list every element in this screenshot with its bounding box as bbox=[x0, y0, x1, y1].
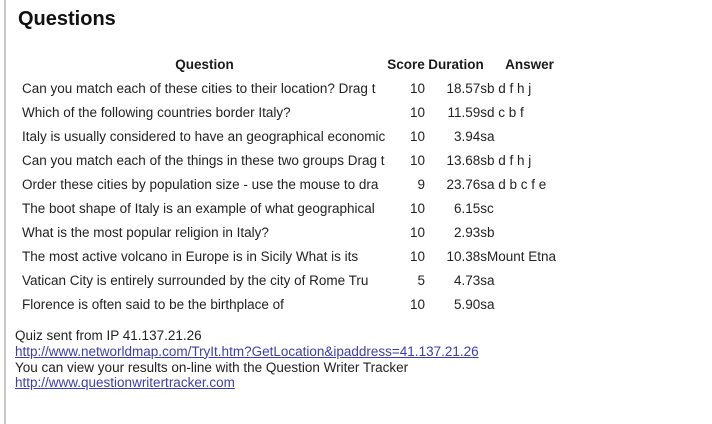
answer-cell: d c b f bbox=[487, 104, 524, 120]
column-header-duration: Duration bbox=[428, 56, 484, 72]
duration-cell: 10.38s bbox=[446, 248, 487, 264]
question-cell: Vatican City is entirely surrounded by the city of Rome Tru bbox=[22, 272, 369, 288]
table-row bbox=[22, 100, 572, 124]
duration-cell: 3.94s bbox=[453, 128, 487, 144]
duration-cell: 13.68s bbox=[446, 152, 487, 168]
score-cell: 10 bbox=[409, 104, 425, 120]
duration-cell: 11.59s bbox=[447, 104, 487, 120]
score-cell: 10 bbox=[409, 224, 425, 240]
table-row bbox=[22, 76, 572, 100]
score-cell: 10 bbox=[409, 128, 425, 144]
duration-cell: 18.57s bbox=[446, 80, 487, 96]
table-row bbox=[22, 172, 572, 196]
score-cell: 5 bbox=[417, 272, 425, 288]
tracker-info-text: You can view your results on-line with the Question Writer Tracker bbox=[15, 359, 409, 375]
table-body bbox=[22, 76, 572, 316]
table-row bbox=[22, 220, 572, 244]
answer-cell: b d f h j bbox=[487, 152, 532, 168]
question-cell: Florence is often said to be the birthplace of bbox=[22, 296, 284, 312]
quiz-results-page bbox=[4, 0, 712, 424]
answer-cell: b d f h j bbox=[487, 80, 532, 96]
answer-cell: a d b c f e bbox=[487, 176, 547, 192]
question-cell: Order these cities by population size - use the mouse to dra bbox=[22, 176, 379, 192]
duration-cell: 2.93s bbox=[453, 224, 487, 240]
answer-cell: b bbox=[487, 224, 495, 240]
column-header-answer: Answer bbox=[505, 56, 554, 72]
table-row bbox=[22, 244, 572, 268]
answer-cell: Mount Etna bbox=[487, 248, 557, 264]
answer-cell: a bbox=[487, 128, 495, 144]
answer-cell: a bbox=[487, 272, 495, 288]
score-cell: 10 bbox=[409, 152, 425, 168]
question-cell: The most active volcano in Europe is in Sicily What is its bbox=[22, 248, 359, 264]
score-cell: 10 bbox=[409, 200, 425, 216]
question-cell: Italy is usually considered to have an geographical economic bbox=[22, 128, 386, 144]
column-header-score: Score bbox=[387, 56, 425, 72]
questions-table bbox=[22, 52, 572, 316]
duration-cell: 5.90s bbox=[453, 296, 487, 312]
answer-cell: a bbox=[487, 296, 495, 312]
table-row bbox=[22, 292, 572, 316]
duration-cell: 6.15s bbox=[453, 200, 487, 216]
question-cell: Can you match each of these cities to their location? Drag t bbox=[22, 80, 376, 96]
score-cell: 10 bbox=[409, 248, 425, 264]
score-cell: 9 bbox=[417, 176, 425, 192]
table-row bbox=[22, 268, 572, 292]
table-header-row bbox=[22, 52, 572, 76]
duration-cell: 4.73s bbox=[453, 272, 487, 288]
column-header-question: Question bbox=[175, 56, 234, 72]
tracker-link[interactable]: http://www.questionwritertracker.com bbox=[15, 375, 235, 391]
page-title: Questions bbox=[18, 8, 116, 30]
quiz-sent-from-text: Quiz sent from IP 41.137.21.26 bbox=[15, 328, 202, 343]
score-cell: 10 bbox=[409, 296, 425, 312]
table-row bbox=[22, 196, 572, 220]
score-cell: 10 bbox=[409, 80, 425, 96]
geolocation-link[interactable]: http://www.networldmap.com/TryIt.htm?GetLocation&ipaddress=41.137.21.26 bbox=[15, 343, 479, 359]
question-cell: What is the most popular religion in Italy? bbox=[22, 224, 269, 240]
duration-cell: 23.76s bbox=[446, 176, 487, 192]
answer-cell: c bbox=[487, 200, 494, 216]
table-row bbox=[22, 124, 572, 148]
question-cell: Which of the following countries border Italy? bbox=[22, 104, 291, 120]
question-cell: Can you match each of the things in these two groups Drag t bbox=[22, 152, 385, 168]
footer bbox=[15, 328, 712, 391]
question-cell: The boot shape of Italy is an example of what geographical bbox=[22, 200, 375, 216]
table-row bbox=[22, 148, 572, 172]
